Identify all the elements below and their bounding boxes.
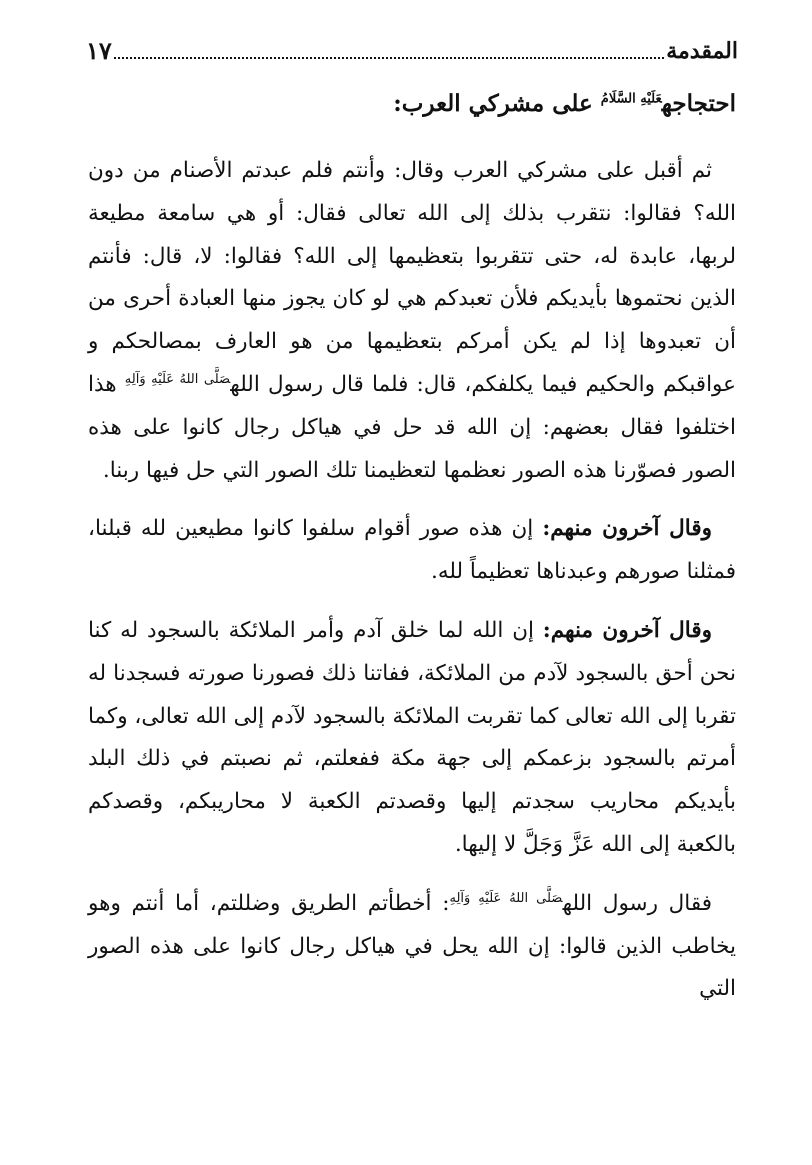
- heading-text-end: على مشركي العرب:: [393, 90, 601, 117]
- paragraph-text: إن هذه صور أقوام سلفوا كانوا مطيعين لله قبلنا، فمثلنا صورهم وعبدناها تعظيماً لله.: [88, 516, 736, 585]
- paragraph-lead: وقال آخرون منهم:: [542, 516, 712, 542]
- paragraph: [88, 150, 736, 492]
- section-heading: [86, 84, 736, 124]
- leader-dots: [114, 57, 664, 59]
- paragraph: [88, 610, 736, 867]
- salutation-mark: صَلَّى اللهُ عَلَيْهِ وَآلِهِ: [449, 890, 563, 906]
- salutation-mark: صَلَّى اللهُ عَلَيْهِ وَآلِهِ: [124, 371, 231, 387]
- running-header: [86, 32, 738, 66]
- paragraph: [88, 883, 736, 1011]
- paragraph-text-continued: : أخطأتم الطريق وضللتم، أما أنتم وهو يخاطب الذين قالوا: إن الله يحل في هياكل رجال كانوا على هذه الصور التي: [88, 890, 736, 1002]
- paragraph-text-continued: هذا اختلفوا فقال بعضهم: إن الله قد حل في هياكل رجال كانوا على هذه الصور فصوّرنا هذه الصور نعظمها لتعظيمنا تلك الصور التي حل فيها ربنا.: [88, 371, 736, 483]
- paragraph-text: ثم أقبل على مشركي العرب وقال: وأنتم فلم عبدتم الأصنام من دون الله؟ فقالوا: نتقرب بذلك إلى الله تعالى فقال: أو هي سامعة مطيعة لربها، عابدة له، حتى تتقربوا بتعظيمها إلى الله؟ فقالوا: لا، قال: فأنتم الذين نحتموها بأيديكم فلأن تعبدكم هي لو كان يجوز منها العبادة أحرى من أن تعبدوها إذا لم يكن أمركم بتعظيمها من هو العارف بمصالحكم و عواقبكم والحكيم فيما يكلفكم، قال: فلما قال رسول الله: [88, 158, 736, 397]
- paragraph: [88, 508, 736, 594]
- heading-text-start: احتجاجه: [661, 90, 736, 117]
- page-number: ١٧: [86, 36, 112, 65]
- salutation-mark: عَلَيْهِ السَّلَامُ: [600, 91, 662, 107]
- paragraph-text: إن الله لما خلق آدم وأمر الملائكة بالسجود له كنا نحن أحق بالسجود لآدم من الملائكة، ففاتنا ذلك فصورنا صورته فسجدنا له تقربا إلى الله تعالى كما تقربت الملائكة بالسجود لآدم إلى الله تعالى، وكما أمرتم بالسجود بزعمكم إلى جهة مكة ففعلتم، ثم نصبتم في ذلك البلد بأيديكم محاريب سجدتم إليها وقصدتم الكعبة لا محاريبكم، وقصدكم بالكعبة إلى الله عَزَّ وَجَلَّ لا إليها.: [88, 617, 736, 857]
- paragraph-lead: وقال آخرون منهم:: [542, 617, 712, 643]
- paragraph-text: فقال رسول الله: [562, 890, 713, 916]
- chapter-title: المقدمة: [666, 38, 738, 64]
- body-text: [88, 150, 736, 1027]
